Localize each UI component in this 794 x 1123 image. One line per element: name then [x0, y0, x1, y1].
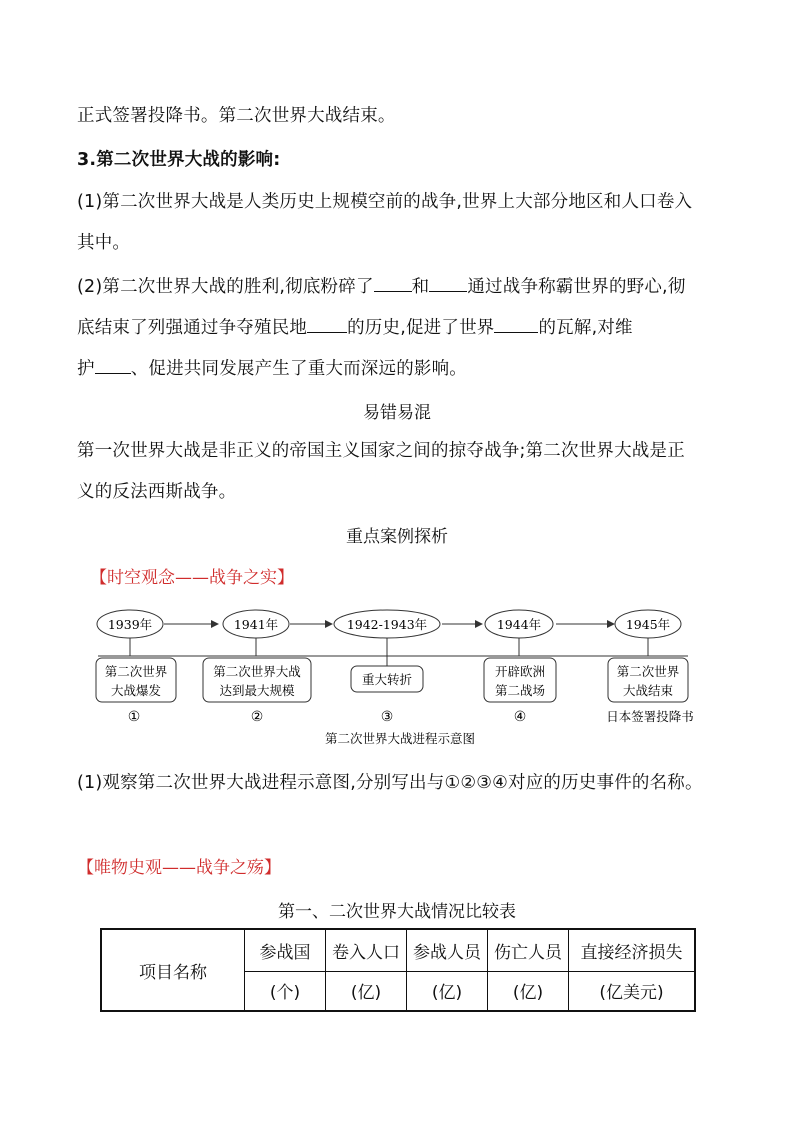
- year-node: [97, 610, 163, 638]
- svg-text:第二战场: 第二战场: [494, 683, 546, 698]
- marker-2: ②: [250, 709, 264, 725]
- table-header-cell: 参战国: [245, 929, 326, 971]
- text-span: 的瓦解,对维: [538, 318, 633, 338]
- section-title: 重点案例探析: [346, 527, 448, 547]
- year-label: 1939年: [107, 617, 153, 632]
- table-title: 第一、二次世界大战情况比较表: [278, 902, 516, 922]
- svg-text:第二次世界: 第二次世界: [104, 664, 168, 679]
- table-header-cell: 直接经济损失: [569, 929, 696, 971]
- text-span: 通过战争称霸世界的野心,彻: [467, 277, 686, 297]
- year-node: [485, 610, 553, 638]
- year-node: [615, 610, 681, 638]
- question: (1)观察第二次世界大战进程示意图,分别写出与①②③④对应的历史事件的名称。: [77, 773, 703, 793]
- event-box: [351, 666, 423, 692]
- svg-text:重大转折: 重大转折: [361, 672, 413, 687]
- text-line: [77, 314, 633, 340]
- table-header-cell: 卷入人口: [326, 929, 407, 971]
- fill-blank: [374, 273, 412, 292]
- marker-1: ①: [127, 709, 141, 725]
- event-box: [608, 658, 688, 702]
- text-line: (1)第二次世界大战是人类历史上规模空前的战争,世界上大部分地区和人口卷入: [77, 192, 693, 212]
- section-title: 易错易混: [363, 403, 431, 423]
- fill-blank: [494, 314, 538, 333]
- year-label: 1942-1943年: [346, 617, 428, 632]
- svg-text:大战爆发: 大战爆发: [110, 683, 162, 698]
- text-span: 底结束了列强通过争夺殖民地: [77, 318, 308, 338]
- table-unit-cell: (亿): [488, 971, 569, 1011]
- text-line: 义的反法西斯战争。: [77, 482, 237, 502]
- svg-text:第二次世界大战: 第二次世界大战: [213, 664, 301, 679]
- topic-tag: 【唯物史观——战争之殇】: [77, 858, 281, 878]
- diagram-caption: 第二次世界大战进程示意图: [324, 731, 476, 746]
- text-line: 第一次世界大战是非正义的帝国主义国家之间的掠夺战争;第二次世界大战是正: [77, 441, 685, 461]
- fill-blank: [95, 355, 131, 374]
- marker-4: ④: [513, 709, 527, 725]
- comparison-table: [100, 928, 696, 1012]
- fill-blank: [307, 314, 347, 333]
- text-span: 、促进共同发展产生了重大而深远的影响。: [130, 359, 468, 379]
- event-box: [203, 658, 311, 702]
- event-box: [96, 658, 176, 702]
- table-header-cell: 项目名称: [101, 929, 245, 1011]
- text-span: 护: [77, 359, 95, 379]
- text-span: 和: [411, 277, 430, 297]
- year-label: 1944年: [496, 617, 542, 632]
- svg-text:第二次世界: 第二次世界: [616, 664, 680, 679]
- event-box: [484, 658, 556, 702]
- timeline-diagram: [0, 600, 794, 750]
- year-label: 1945年: [625, 617, 671, 632]
- table-unit-cell: (亿): [407, 971, 488, 1011]
- marker-3: ③: [380, 709, 394, 725]
- topic-tag: 【时空观念——战争之实】: [90, 568, 294, 588]
- text-span: (2)第二次世界大战的胜利,彻底粉碎了: [77, 277, 374, 297]
- table-unit-cell: (亿美元): [569, 971, 696, 1011]
- text-line: [77, 273, 686, 299]
- text-span: 的历史,促进了世界: [347, 318, 495, 338]
- text-line: 其中。: [77, 233, 131, 253]
- year-node: [223, 610, 289, 638]
- table-header-cell: 伤亡人员: [488, 929, 569, 971]
- text-line: [77, 355, 467, 381]
- event-note: 日本签署投降书: [606, 709, 694, 724]
- table-unit-cell: (个): [245, 971, 326, 1011]
- section-heading: 3.第二次世界大战的影响:: [77, 150, 281, 170]
- year-node: [334, 610, 440, 638]
- fill-blank: [429, 273, 467, 292]
- table-header-cell: 参战人员: [407, 929, 488, 971]
- svg-text:开辟欧洲: 开辟欧洲: [494, 664, 546, 679]
- text-line: 正式签署投降书。第二次世界大战结束。: [77, 106, 396, 126]
- table-unit-cell: (亿): [326, 971, 407, 1011]
- svg-text:大战结束: 大战结束: [622, 683, 674, 698]
- year-label: 1941年: [233, 617, 279, 632]
- svg-text:达到最大规模: 达到最大规模: [219, 683, 295, 698]
